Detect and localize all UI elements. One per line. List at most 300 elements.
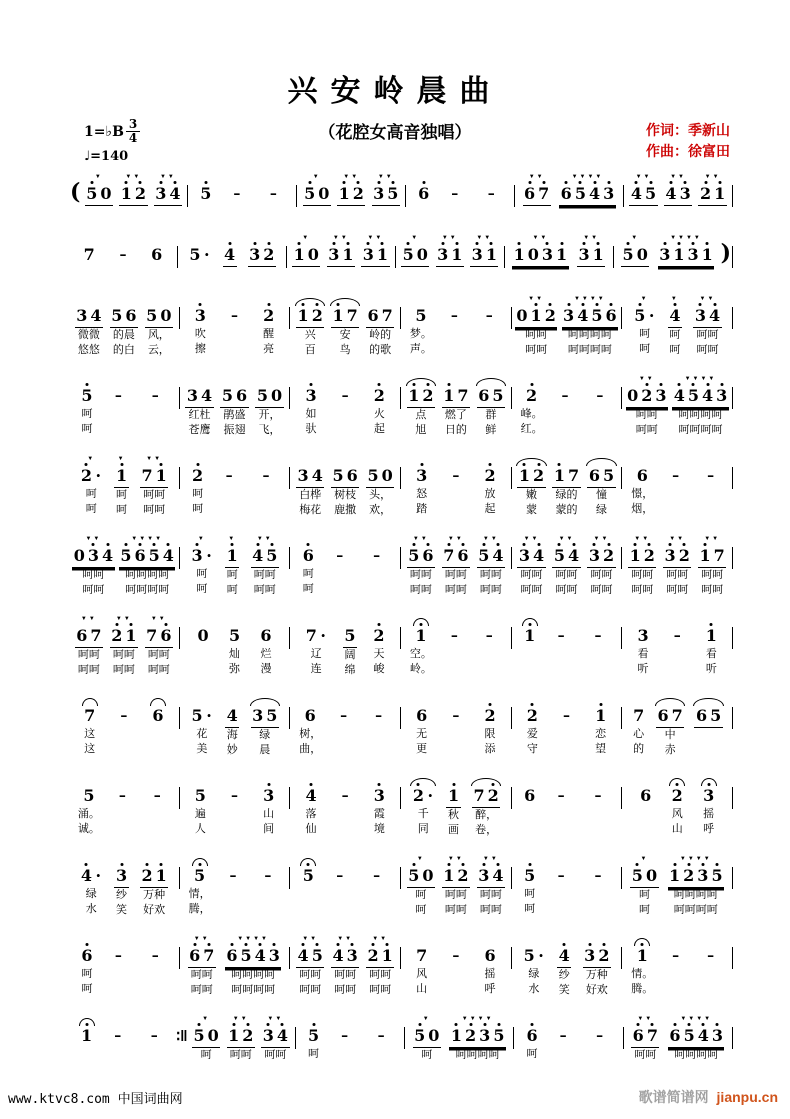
note-group xyxy=(80,946,94,967)
score-line xyxy=(70,855,734,918)
note-cell xyxy=(191,295,209,357)
bar-line xyxy=(732,627,733,649)
note-cell xyxy=(581,935,613,998)
note-cell xyxy=(143,295,175,358)
lyric-line2: 呼 xyxy=(703,823,715,835)
note-group xyxy=(251,706,279,728)
note-digit: 7 xyxy=(633,706,645,725)
bar-line xyxy=(289,547,290,569)
note-digit: 6 xyxy=(125,306,137,325)
note-digit: 4 xyxy=(252,546,264,565)
beam-group xyxy=(663,466,688,486)
lyric-line2: 腾。 xyxy=(631,983,654,995)
beam-group xyxy=(668,866,725,888)
note-cell xyxy=(413,935,431,997)
note-digit: 2 xyxy=(263,245,275,264)
note-digit: 6 xyxy=(632,1026,644,1045)
note-digit: 6 xyxy=(160,626,172,645)
beam-group xyxy=(411,786,435,807)
accent-marks: ▼▼ xyxy=(115,616,132,622)
accent-marks xyxy=(454,455,458,464)
key-signature xyxy=(84,118,140,164)
lyric-line1 xyxy=(266,886,269,901)
note-digit: 5 xyxy=(492,386,504,405)
lyric-line2: 同 xyxy=(417,823,429,835)
note-group xyxy=(694,706,722,728)
accent-marks: ▼▼▼▼ xyxy=(237,936,269,942)
note-cell xyxy=(630,695,648,758)
note-digit: 3 xyxy=(697,866,709,885)
note-cell xyxy=(523,1015,541,1062)
lyric-line2: 呵呵呵呵 xyxy=(678,424,723,436)
note-digit: 3 xyxy=(637,626,649,645)
note-cell xyxy=(197,173,215,205)
bar-line xyxy=(621,547,622,569)
note-digit: 4 xyxy=(492,866,504,885)
note-digit: 3 xyxy=(297,466,309,485)
accent-marks xyxy=(454,935,458,944)
accent-marks: ▼▼▼▼ xyxy=(684,376,717,382)
credits xyxy=(646,120,730,162)
note-digit: 1 xyxy=(381,946,393,965)
note-group xyxy=(301,546,315,567)
note-cell xyxy=(81,695,99,757)
measure xyxy=(291,855,399,917)
beam-group xyxy=(594,706,608,727)
page-subtitle: （花腔女高音独唱） xyxy=(318,123,472,142)
beam-group xyxy=(196,626,210,647)
note-digit: 3 xyxy=(659,245,671,264)
note-cell xyxy=(325,234,357,267)
watermark-right xyxy=(639,1087,778,1107)
note-digit: 0 xyxy=(428,1026,440,1045)
beam-group xyxy=(664,184,692,206)
lyric-line2: 呵呵 xyxy=(520,584,543,596)
beam-group xyxy=(185,386,213,408)
bar-line xyxy=(511,467,512,489)
note-digit: 0 xyxy=(73,546,85,565)
accent-marks xyxy=(528,775,532,784)
lyric-line2: 鲜 xyxy=(485,424,497,436)
note-group xyxy=(262,306,276,327)
beam-group xyxy=(366,946,394,968)
lyric-line1 xyxy=(375,566,378,581)
note-group xyxy=(333,386,358,406)
note-cell xyxy=(362,535,391,597)
note-digit: 2 xyxy=(487,786,499,805)
lyric-line2: 仙 xyxy=(305,823,317,835)
accent-marks xyxy=(675,615,679,624)
note-group xyxy=(220,386,248,408)
lyric-line2 xyxy=(596,901,599,916)
bar-line xyxy=(513,1027,514,1049)
note-cell xyxy=(557,173,618,206)
note-group xyxy=(477,306,502,326)
score-line xyxy=(70,295,734,358)
note-group xyxy=(220,866,245,886)
note-cell xyxy=(299,535,317,597)
lyric-line1 xyxy=(307,887,310,902)
note-group xyxy=(331,306,359,328)
note-group xyxy=(255,386,283,408)
bar-line xyxy=(177,246,178,268)
dash: – xyxy=(451,186,459,202)
lyric-line1 xyxy=(122,726,125,741)
note-cell xyxy=(696,535,728,598)
note-digit: 3 xyxy=(437,245,449,264)
beam-group xyxy=(259,626,273,647)
lyric-line2: 呵 xyxy=(196,583,208,595)
beam-group xyxy=(449,1026,506,1048)
lyric-line1: 火 xyxy=(373,408,385,420)
beam-group xyxy=(80,386,94,407)
beam-group xyxy=(85,184,113,206)
note-cell xyxy=(444,775,462,838)
close-paren: ) xyxy=(720,240,732,266)
beam-group xyxy=(220,386,248,408)
note-group xyxy=(364,546,389,566)
note-cell xyxy=(656,234,717,267)
beam-group xyxy=(251,546,279,568)
accent-marks xyxy=(264,615,268,624)
lyric-line1: 呵呵 xyxy=(264,1049,287,1061)
note-digit: 3 xyxy=(186,386,199,405)
note-group xyxy=(199,184,213,205)
measure xyxy=(513,775,621,837)
accent-marks xyxy=(117,935,121,944)
score xyxy=(70,173,734,1063)
beam-group xyxy=(248,245,276,267)
lyric-line2 xyxy=(563,421,566,436)
note-cell xyxy=(663,615,692,677)
lyric-line2: 呵 xyxy=(669,344,681,356)
note-group xyxy=(190,706,214,727)
lyric-line2 xyxy=(454,501,457,516)
note-digit: 7 xyxy=(203,946,215,965)
lyric-line1: 万种 xyxy=(143,889,166,901)
accent-marks: ▼▼▼▼ xyxy=(670,235,702,241)
beam-group xyxy=(327,546,352,566)
bar-line xyxy=(395,246,396,268)
note-digit: 4 xyxy=(665,184,677,203)
note-cell xyxy=(223,695,241,758)
note-digit: 2 xyxy=(526,386,538,405)
note-group xyxy=(626,386,668,408)
lyric-line1 xyxy=(598,406,601,421)
note-cell xyxy=(408,295,434,357)
note-group xyxy=(366,946,394,968)
beam-group xyxy=(255,386,283,408)
note-cell xyxy=(78,375,96,437)
note-cell xyxy=(520,935,548,998)
accent-marks xyxy=(559,775,563,784)
bar-line xyxy=(613,246,614,268)
dot: · xyxy=(427,786,434,805)
note-group xyxy=(442,306,467,326)
lyric-line1 xyxy=(342,726,345,741)
lyric-line1: 呵呵 xyxy=(147,649,170,661)
note-group xyxy=(628,546,656,568)
note-cell xyxy=(186,935,218,998)
note-group xyxy=(196,626,210,647)
note-group xyxy=(702,786,716,807)
measure xyxy=(623,455,731,517)
beam-group xyxy=(110,306,138,328)
note-group xyxy=(223,245,237,267)
dot: · xyxy=(538,946,544,965)
bar-line xyxy=(179,387,180,409)
lyric-line1: 呵呵 xyxy=(696,329,719,341)
dash: – xyxy=(262,468,270,484)
watermark-site-name: 歌谱简谱网 xyxy=(638,1089,709,1105)
note-group xyxy=(296,306,324,328)
lyric-line1: 红杜 xyxy=(188,409,211,421)
lyric-line1: 群 xyxy=(485,409,497,421)
lyric-line2: 蒙的 xyxy=(555,504,578,516)
beam-group xyxy=(525,706,539,727)
note-cell xyxy=(112,855,130,918)
measure xyxy=(513,935,621,998)
note-group xyxy=(327,866,352,886)
note-cell xyxy=(188,535,216,598)
note-cell xyxy=(399,234,431,267)
lyric-line1: 怒 xyxy=(416,488,428,500)
lyric-line1: 空。 xyxy=(409,648,432,660)
beam-group xyxy=(663,946,688,966)
accent-marks xyxy=(308,695,312,704)
beam-group xyxy=(191,466,205,487)
note-digit: 5 xyxy=(553,546,566,565)
accent-marks xyxy=(487,295,491,304)
note-digit: 3 xyxy=(262,1026,274,1045)
note-cell xyxy=(434,234,466,267)
note-cell xyxy=(521,173,553,206)
lyric-line2: 呵 xyxy=(638,904,650,916)
note-cell xyxy=(668,775,686,837)
note-group xyxy=(557,946,571,968)
lyric-line2: 呵呵 xyxy=(666,584,689,596)
note-digit: 4 xyxy=(226,706,238,725)
note-digit: 3 xyxy=(478,866,490,885)
lyric-line1 xyxy=(560,806,563,821)
lyric-line1: 醒 xyxy=(263,328,275,340)
note-cell xyxy=(413,455,431,517)
dash: – xyxy=(673,628,681,644)
bar-line xyxy=(187,185,188,207)
measure xyxy=(623,935,731,997)
lyric-line2 xyxy=(598,421,601,436)
note-cell xyxy=(629,935,655,997)
accent-marks xyxy=(122,295,126,304)
lyric-line1: 纱 xyxy=(558,969,570,981)
note-group xyxy=(225,706,239,728)
note-digit: 3 xyxy=(563,306,575,325)
measure xyxy=(70,615,178,678)
accent-marks: ▼▼ xyxy=(704,174,721,180)
dash: – xyxy=(341,788,349,804)
accent-marks: ▼ xyxy=(302,235,311,241)
note-digit: 7 xyxy=(141,466,153,485)
beam-group xyxy=(145,626,173,648)
watermark-site-link[interactable]: jianpu.cn xyxy=(716,1089,778,1105)
note-cell xyxy=(260,295,278,357)
lyric-line2 xyxy=(338,901,341,916)
beam-group xyxy=(114,466,128,488)
lyric-line1: 吹 xyxy=(194,328,206,340)
lyric-line2: 呵呵 xyxy=(701,584,724,596)
accent-marks: ▼ xyxy=(640,856,649,862)
beam-group xyxy=(193,866,207,887)
note-digit: 2 xyxy=(678,546,690,565)
lyric-line1: 梦。 xyxy=(409,328,432,340)
note-digit: 2 xyxy=(643,546,655,565)
note-cell xyxy=(80,234,98,266)
note-group xyxy=(443,706,468,726)
lyric-line2 xyxy=(344,421,347,436)
bar-line xyxy=(179,467,180,489)
bar-line xyxy=(400,547,401,569)
lyric-line2: 的 xyxy=(633,743,645,755)
lyric-line2: 山 xyxy=(671,823,683,835)
accent-marks xyxy=(419,295,423,304)
note-digit: 1 xyxy=(408,386,420,405)
beam-group xyxy=(332,1026,357,1046)
accent-marks xyxy=(198,234,202,243)
note-group xyxy=(629,184,657,206)
note-group xyxy=(227,1026,255,1048)
measure xyxy=(402,455,510,517)
note-cell xyxy=(370,173,402,206)
lyric-line1: 辽 xyxy=(310,648,322,660)
note-group xyxy=(525,1026,539,1047)
note-group xyxy=(635,466,649,487)
beam-group xyxy=(549,786,574,806)
lyric-line1: 的晨 xyxy=(112,329,135,341)
beam-group xyxy=(693,306,721,328)
note-group xyxy=(331,466,359,488)
beam-group xyxy=(372,184,400,206)
note-digit: 7 xyxy=(538,184,550,203)
note-cell xyxy=(341,615,359,678)
note-digit: 1 xyxy=(714,184,726,203)
beam-group xyxy=(442,626,467,646)
note-group xyxy=(668,306,682,328)
beam-group xyxy=(80,1026,94,1047)
dash: – xyxy=(563,708,571,724)
note-digit: 4 xyxy=(533,546,545,565)
beam-group xyxy=(106,386,131,406)
accent-marks xyxy=(342,695,346,704)
note-cell xyxy=(186,234,214,267)
lyric-line1 xyxy=(344,406,347,421)
accent-marks xyxy=(338,535,342,544)
note-digit: 5 xyxy=(711,866,723,885)
bar-line xyxy=(732,467,733,489)
note-group xyxy=(477,626,502,646)
dash: – xyxy=(341,388,349,404)
lyric-line1: 呵 xyxy=(524,888,536,900)
accent-marks: ▼▼ xyxy=(146,456,163,462)
note-cell xyxy=(83,173,115,206)
lyric-line1: 情， xyxy=(188,888,211,900)
dash: – xyxy=(340,708,348,724)
dash: – xyxy=(672,948,680,964)
note-digit: 1 xyxy=(120,184,132,203)
bar-line xyxy=(179,627,180,649)
beam-group xyxy=(702,786,716,807)
note-cell xyxy=(117,173,149,206)
note-cell xyxy=(629,455,655,517)
note-group xyxy=(415,946,429,967)
dash: – xyxy=(594,788,602,804)
accent-marks: ▼ xyxy=(640,296,649,302)
note-cell xyxy=(143,775,172,837)
note-group xyxy=(442,546,470,568)
dash: – xyxy=(452,948,460,964)
lyric-line1 xyxy=(596,886,599,901)
note-digit: 1 xyxy=(669,866,681,885)
note-group xyxy=(72,546,114,568)
note-cell xyxy=(692,695,724,758)
dot: · xyxy=(206,706,212,725)
measure xyxy=(402,295,510,357)
note-cell xyxy=(521,775,539,837)
lyric-line1: 呵呵 xyxy=(253,569,276,581)
bar-line xyxy=(732,867,733,889)
lyric-line1: 风， xyxy=(147,329,170,341)
lyric-line1: 呵呵 xyxy=(112,649,135,661)
measure xyxy=(402,615,510,677)
lyric-line1: 绿 xyxy=(259,729,271,741)
note-cell xyxy=(218,375,250,438)
note-digit: 0 xyxy=(100,184,112,203)
note-group xyxy=(401,245,429,267)
note-group xyxy=(296,946,324,968)
note-group xyxy=(306,1026,320,1047)
note-cell xyxy=(521,855,539,917)
bar-line xyxy=(504,246,505,268)
measure xyxy=(513,375,621,437)
dash: – xyxy=(559,1028,567,1044)
note-cell xyxy=(220,775,249,837)
lyric-line1: 呵 xyxy=(669,329,681,341)
lyricist-credit: 作词：季新山 xyxy=(646,122,730,138)
lyric-line2: 呵呵 xyxy=(190,984,213,996)
accent-marks xyxy=(121,234,125,243)
accent-marks xyxy=(452,295,456,304)
lyric-line1 xyxy=(488,646,491,661)
lyric-line1: 开， xyxy=(258,409,281,421)
accent-marks: ▼▼ xyxy=(302,936,319,942)
lyric-line2: 呵呵 xyxy=(299,984,322,996)
note-digit: 3 xyxy=(703,786,715,805)
dash: – xyxy=(557,788,565,804)
note-cell xyxy=(302,775,320,837)
accent-marks xyxy=(377,695,381,704)
lyric-line2: 欢， xyxy=(369,504,392,516)
dash: – xyxy=(452,708,460,724)
note-group xyxy=(587,546,615,568)
note-digit: 3 xyxy=(346,946,358,965)
accent-marks: ▼▼ xyxy=(159,174,176,180)
measure xyxy=(70,935,178,997)
lyric-line2 xyxy=(709,501,712,516)
lyric-line1: 兴 xyxy=(304,329,316,341)
note-group xyxy=(477,866,505,888)
lyric-line2: 呵呵呵呵 xyxy=(673,904,718,916)
note-cell xyxy=(624,375,670,438)
note-digit: 4 xyxy=(697,1026,709,1045)
